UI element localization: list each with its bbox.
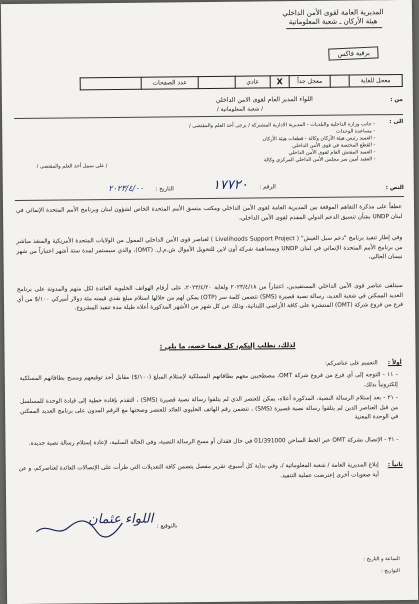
intro-paragraph: عطفاً على مذكرة التفاهم الموقعة بين المديرية العامة لقوى الأمن الداخلي ومكتب منسق الأمم المتحدة الخاص لشؤون لبنان وبرنامج الأمم المتحدة الإنمائي في لبنان UNDP بشأن تنسيق الدعم الدولي المقدم لقوى الأمن الداخلي، [16,203,403,222]
second-section-title: ثانياً : [387,461,403,469]
letterhead-line-2: هيئة الأركان ـ شعبة المعلوماتية [288,17,378,27]
recipient: - جانب وزارة الداخلية والبلديات - المديرية الادارية المشتركة / برجى أخذ العلم والمقتضى / [188,121,376,130]
first-section-title: أولاً : [387,359,402,367]
from-department: / شعبة المعلوماتية / [216,106,264,113]
from-label: من : [390,96,403,104]
date-label: التاريخ : [155,186,174,193]
very-urgent-label: معجل جداً [289,75,330,87]
classification-table [80,74,403,90]
fax-stamp: برقية فاكس [328,46,379,60]
details-paragraph: سيتلقى عناصر قوى الأمن الداخلي المستفيدين، اعتباراً من ٢٠٢٣/٤/١٨ ولغاية ٢٠٢٣/٤/٢٠، على أرقام الهواتف الخليوية العائدة لكل منهم والمدونة على برنامج العديد الممكنن في شعبة العديد، رسالة نصية قصيرة (SMS) تتضمن كلمة سر (OTP) يمكن لهم من خلالها استلام مبلغ نقدي قيمته مئة دولار أميركي ١٠٠/$ من أي فرع من فروع شركة (OMT) المنتشرة على كافة الأراضي اللبنانية، وذلك عن كل شهر من الأشهر المذكورة أعلاه طيلة مدة تنفيذ المشروع. [16,282,404,312]
ordinary-box [198,76,235,88]
letterhead-line-1: المديرية العامة لقوى الأمن الداخلي [282,8,384,18]
fax-document [1,0,418,604]
recipients-note: / على سبيل أخذ العلم والمقتضى / [36,163,108,170]
recipient: - مساعدة الوحدات [336,128,376,135]
recipients-list [20,121,375,167]
to-label: الى : [389,118,404,126]
divider [15,196,404,201]
recipient: - العقيد أمين سر مجلس الأمن الداخلي المركزي وكالة [264,156,376,164]
recipient: - العميد المفتش العام لقوى الأمن الداخلي [288,149,376,157]
urgent-box [330,75,349,87]
ordinary-label: عادي [235,76,270,88]
letterhead [268,8,398,27]
from-value: اللواء المدير العام لقوى الامن الداخلي [215,95,313,104]
program-paragraph: وفي إطار تنفيذ برنامج "دعم سبل العيش" ( Livelihoods Support Project ) لعناصر قوى الأمن الداخلي الممول من الولايات المتحدة الأمريكية والمنفذ مباشر من برنامج الأمم المتحدة الإنمائي في لبنان UNDP وبمساهمة شركة أون لاين للتحويل الأموال ش.م.ل. (OMT)، والذي سيستمر لمدة ستة أشهر اعتباراً من شهر نيسان الحالي، [16,234,403,261]
date-value: ٢٠٢٣/٤/٠٠ [108,183,144,194]
signature-label: بالتوقيع : [156,523,178,530]
instruction-item: - ٢١ - بعد إستلام الرسالة النصية، المذكورة أعلاه، يمكن للعنصر الذي لم يتلقوا رسالة نصية قصيرة (SMS) ، التقدم بإفادة خطية إلى قيادة الوحدة للمسلسل من قبل العناصر الذين لم يتلقوا رسالة نصية قصيرة (SMS) ، تتضمن رقم الهاتف الخليوي العائد للعنصر وصحتها مع الرقم المدون على برنامج العديد الممكنن في الوحدة المعنية [20,395,399,421]
number-value: ١٧٧٢٠ [212,177,248,193]
instruction-item: - ١١ - التوجه إلى أي فرع من فروع شركة OMT، مصطحبين معهم بطاقاتهم المسلكية لإستلام المبلغ (١٠٠/$) مقابل أخذ توقيعهم ومسح بطاقاتهم المسلكية إلكترونياً بذلك. [19,372,398,388]
second-section-text: إبلاغ المديرية العامة / شعبة المعلوماتية /، وفي بداية كل أسبوع، تقرير مفصل يتضمن كافة التعديلات التي طرأت على الإتصالات العائدة لعناصركم، و عن أية صعوبات أخرى إعترضت عملية التنفيذ. [18,462,379,479]
receiver-date-label: التواريخ : [381,568,400,575]
recipient: - القطع المختصة في قوى الأمن الداخلي [292,142,376,150]
time-date-label: الساعة و التاريخ : [363,556,400,563]
subject-label: النص : [385,184,404,192]
signature-handwriting: اللواء عثمان [88,511,154,528]
request-heading: لذلك، نطلب إليكم، كل فيما خصه، ما يلي : [159,341,296,351]
pages-value [80,77,141,90]
checked-mark: X [270,76,289,88]
divider [14,114,403,119]
number-label: الرقم : [259,184,276,191]
signature-scribble [34,517,124,540]
recipient: - العميد رئيس هيئة الأركان وكالة - قطعات هيئة الأركان [262,135,376,143]
first-section-text: التعميم على عناصركم: [325,360,378,367]
pages-label: عدد الصفحات [141,77,198,90]
instruction-item: - ٣١ - الإتصال بشركة OMT عبر الخط الساخن 01/391000 في حال فقدان أو مسح الرسالة النصية، وفي الحالة السلبية، لإعادة إستلام رسالة نصية جديدة. [28,437,399,447]
urgent-label: معجل للغاية [349,74,402,87]
header-divider [286,27,382,29]
